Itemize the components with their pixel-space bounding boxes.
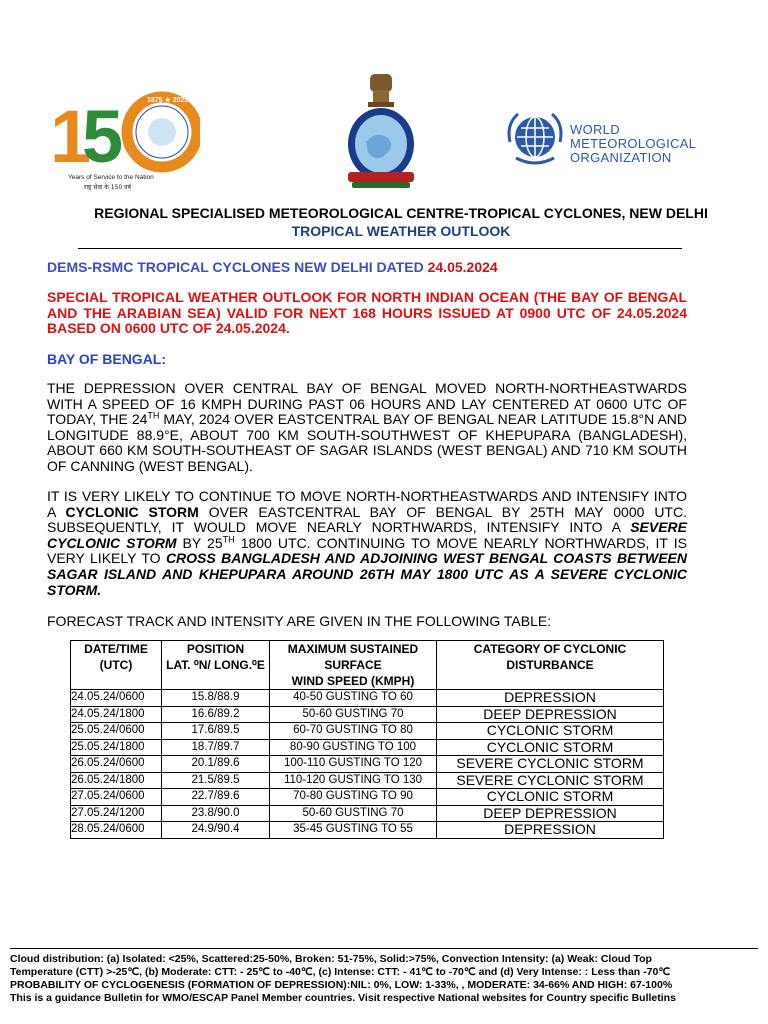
cell-wind: 50-60 GUSTING 70 [270,805,437,822]
dems-date: 24.05.2024 [427,259,498,275]
cell-wind: 35-45 GUSTING TO 55 [270,822,437,839]
logo-years: 1875 ★ 2025 [147,97,189,104]
wmo-line-3: ORGANIZATION [570,150,672,165]
para2-cyclonic-storm: CYCLONIC STORM [65,503,199,520]
cell-datetime: 25.05.24/1800 [71,739,162,756]
header-category: CATEGORY OF CYCLONIC DISTURBANCE [437,641,664,690]
cell-category: SEVERE CYCLONIC STORM [437,772,664,789]
forecast-table [70,640,664,839]
table-row [71,789,664,806]
table-row [71,805,664,822]
cell-category: CYCLONIC STORM [437,723,664,740]
cell-category: CYCLONIC STORM [437,789,664,806]
cell-position: 16.6/89.2 [162,706,270,723]
depression-paragraph [47,381,687,475]
wmo-line-1: WORLD [570,122,620,137]
cell-datetime: 24.05.24/0600 [71,690,162,707]
cell-wind: 100-110 GUSTING TO 120 [270,756,437,773]
para2-text-f: 1800 UTC. CONTINUING TO MOVE NEARLY NORTHWARDS, IT IS VERY LIKELY TO [47,534,687,567]
footer-line-1: Cloud distribution: (a) Isolated: <25%, Scattered:25-50%, Broken: 51-75%, Solid:>75%, Convection Intensity: (a) Weak: Cloud Top [10,953,652,965]
cell-wind: 70-80 GUSTING TO 90 [270,789,437,806]
header-divider [78,248,682,249]
cell-category: DEEP DEPRESSION [437,706,664,723]
footer-line-4: This is a guidance Bulletin for WMO/ESCAP Panel Member countries. Visit respective National websites for Country specific Bulletins [10,992,676,1004]
footer-line-2: Temperature (CTT) >-25℃, (b) Moderate: CTT: - 25℃ to -40℃, (c) Intense: CTT: - 41℃ to -70℃ and (d) Very Intense: : Less than -70℃ [10,966,671,978]
para2-text-e: BY 25 [176,534,223,551]
cell-datetime: 24.05.24/1800 [71,706,162,723]
para2-sup: TH [222,534,235,545]
imd-emblem [340,72,422,190]
logo-digit-five: 5 [82,95,124,178]
imd-150-years-logo [48,88,200,192]
cell-category: DEPRESSION [437,690,664,707]
para2-text-a: IT IS VERY LIKELY TO CONTINUE TO MOVE NORTH-NORTHEASTWARDS AND INTENSIFY INTO A [47,488,687,520]
forecast-paragraph [47,489,687,598]
wmo-logo [504,106,697,170]
para2-text-c: OVER EASTCENTRAL BAY OF BENGAL BY 25TH MAY 0000 UTC. SUBSEQUENTLY, IT WOULD MOVE NEARLY NORTHWARDS, INTENSIFY INTO A [47,503,687,536]
table-row [71,723,664,740]
cell-position: 23.8/90.0 [162,805,270,822]
wmo-line-2: METEOROLOGICAL [570,136,697,151]
cell-wind: 110-120 GUSTING TO 130 [270,772,437,789]
cell-position: 24.9/90.4 [162,822,270,839]
cell-category: SEVERE CYCLONIC STORM [437,756,664,773]
wmo-globe-icon [504,106,566,168]
table-header-row [71,641,664,690]
cell-position: 15.8/88.9 [162,690,270,707]
cell-datetime: 27.05.24/0600 [71,789,162,806]
dems-label: DEMS-RSMC TROPICAL CYCLONES NEW DELHI DATED [47,259,428,275]
page-subtitle: TROPICAL WEATHER OUTLOOK [291,223,511,239]
cell-category: DEEP DEPRESSION [437,805,664,822]
special-outlook-heading: SPECIAL TROPICAL WEATHER OUTLOOK FOR NORTH INDIAN OCEAN (THE BAY OF BENGAL AND THE ARABIAN SEA) VALID FOR NEXT 168 HOURS ISSUED AT 0900 UTC OF 24.05.2024 BASED ON 0600 UTC OF 24.05.2024. [47,289,687,336]
cell-wind: 50-60 GUSTING 70 [270,706,437,723]
table-row [71,706,664,723]
header-position: POSITION LAT. ⁰N/ LONG.⁰E [162,641,270,690]
cell-position: 22.7/89.6 [162,789,270,806]
table-row [71,739,664,756]
page-title: REGIONAL SPECIALISED METEOROLOGICAL CENTRE-TROPICAL CYCLONES, NEW DELHI [94,205,708,221]
cell-datetime: 28.05.24/0600 [71,822,162,839]
cell-datetime: 27.05.24/1200 [71,805,162,822]
table-row [71,690,664,707]
para1-text-b: MAY, 2024 OVER EASTCENTRAL BAY OF BENGAL NEAR LATITUDE 15.8°N AND LONGITUDE 88.9°E, ABOUT 700 KM SOUTH-SOUTHWEST OF KHEPUPARA (BANGLADESH), ABOUT 660 KM SOUTH-SOUTHEAST OF SAGAR ISLANDS (WEST BENGAL) AND 710 KM SOUTH OF CANNING (WEST BENGAL). [47,411,688,474]
dems-line [47,259,498,275]
para1-text-a: THE DEPRESSION OVER CENTRAL BAY OF BENGAL MOVED NORTH-NORTHEASTWARDS WITH A SPEED OF 16 KMPH DURING PAST 06 HOURS AND LAY CENTERED AT 0600 UTC OF TODAY, THE 24 [47,380,687,428]
cell-category: DEPRESSION [437,822,664,839]
section-title: BAY OF BENGAL: [47,351,167,367]
logo-hindi-tagline: राष्ट्र सेवा के 150 वर्ष [84,184,131,191]
cell-position: 18.7/89.7 [162,739,270,756]
table-row [71,822,664,839]
cell-datetime: 26.05.24/1800 [71,772,162,789]
cell-position: 20.1/89.6 [162,756,270,773]
cell-wind: 60-70 GUSTING TO 80 [270,723,437,740]
logo-tagline: Years of Service to the Nation [68,174,154,181]
footer-notes [10,948,758,1005]
footer-line-3: PROBABILITY OF CYCLOGENESIS (FORMATION OF DEPRESSION):NIL: 0%, LOW: 1-33%, , MODERATE: 34-66% AND HIGH: 67-100% [10,979,673,991]
table-row [71,756,664,773]
logo-digit-one: 1 [50,95,92,178]
header-datetime: DATE/TIME (UTC) [71,641,162,690]
cell-datetime: 25.05.24/0600 [71,723,162,740]
header-wind-speed: MAXIMUM SUSTAINED SURFACE WIND SPEED (KMPH) [270,641,437,690]
cell-category: CYCLONIC STORM [437,739,664,756]
cell-wind: 80-90 GUSTING TO 100 [270,739,437,756]
para2-landfall-text: CROSS BANGLADESH AND ADJOINING WEST BENGAL COASTS BETWEEN SAGAR ISLAND AND KHEPUPARA AROUND 26TH MAY 1800 UTC AS A SEVERE CYCLONIC STORM. [47,550,687,598]
cell-position: 21.5/89.5 [162,772,270,789]
table-intro: FORECAST TRACK AND INTENSITY ARE GIVEN IN THE FOLLOWING TABLE: [47,613,552,629]
para2-severe-cyclonic-storm: SEVERE CYCLONIC STORM [47,519,687,551]
para1-sup: TH [147,410,160,421]
table-row [71,772,664,789]
cell-position: 17.6/89.5 [162,723,270,740]
cell-wind: 40-50 GUSTING TO 60 [270,690,437,707]
cell-datetime: 26.05.24/0600 [71,756,162,773]
